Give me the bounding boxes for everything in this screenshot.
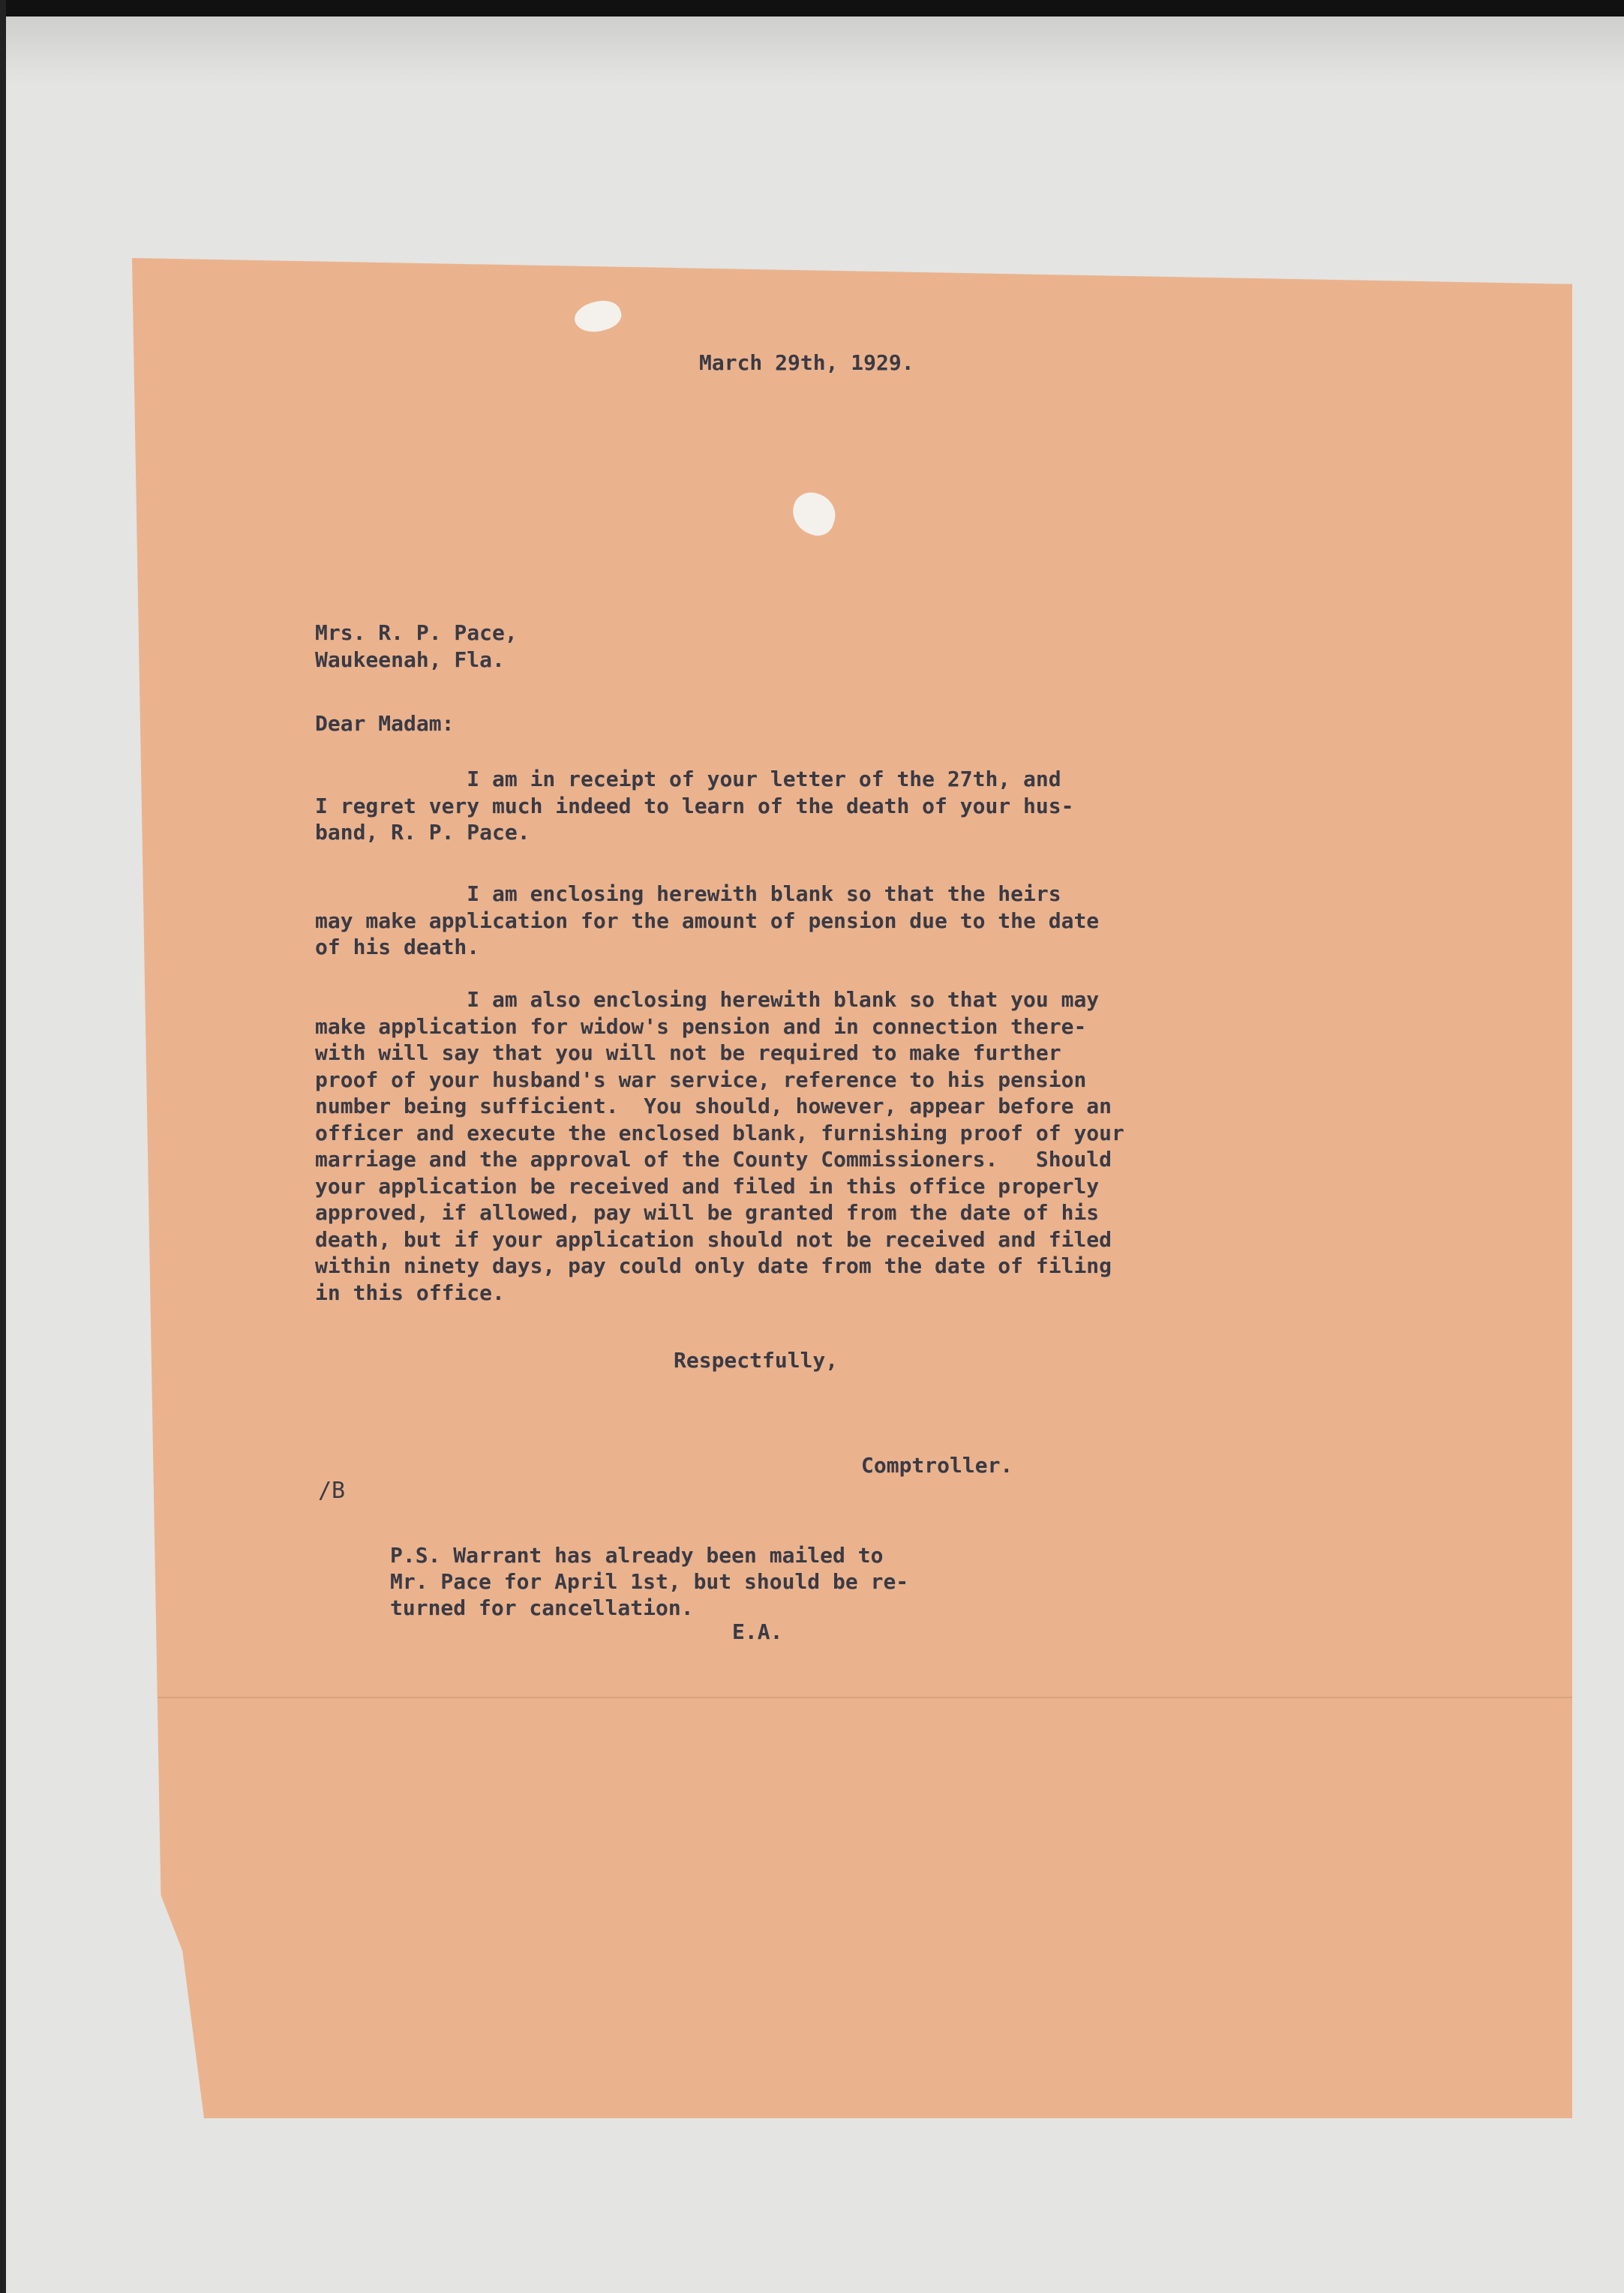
paragraph-line: marriage and the approval of the County Commissioners. Should [315,1147,1112,1172]
paragraph-heirs [315,881,1358,961]
punch-hole [571,295,624,338]
paragraph-line: band, R. P. Pace. [315,820,530,845]
paragraph-line: your application be received and filed in this office properly [315,1173,1100,1199]
paragraph-line: make application for widow's pension and in connection there- [315,1013,1087,1039]
scanner-top-edge [0,0,1624,17]
salutation: Dear Madam: [315,711,455,736]
recipient-name: Mrs. R. P. Pace, [315,620,518,645]
closing: Respectfully, [674,1348,839,1373]
paragraph-line: I am in receipt of your letter of the 27th, and [315,767,1061,791]
paragraph-line: death, but if your application should not be received and filed [315,1226,1112,1252]
paragraph-line: number being sufficient. You should, however, appear before an [315,1094,1112,1118]
paragraph-line: approved, if allowed, pay will be granted from the date of his [315,1200,1100,1225]
paragraph-line: proof of your husband's war service, reference to his pension [315,1067,1087,1092]
fold-crease [132,1697,1572,1698]
recipient-location: Waukeenah, Fla. [315,647,505,672]
paragraph-widow-pension [315,986,1358,1306]
paragraph-line: within ninety days, pay could only date from the date of filing [315,1253,1112,1278]
postscript-line: P.S. Warrant has already been mailed to [390,1543,884,1568]
paragraph-line: may make application for the amount of pension due to the date [315,908,1100,933]
paragraph-line: with will say that you will not be required to make further [315,1040,1061,1065]
scanner-shadow [6,17,1624,84]
scanner-left-edge [0,0,6,2293]
paragraph-line: of his death. [315,935,480,959]
paragraph-line: officer and execute the enclosed blank, furnishing proof of your [315,1120,1124,1145]
punch-hole [787,488,842,541]
letter-date: March 29th, 1929. [699,350,914,375]
postscript-initials: E.A. [732,1619,783,1644]
paragraph-line: in this office. [315,1280,505,1305]
paragraph-receipt [315,766,1358,846]
typist-initials: /B [318,1478,346,1504]
postscript-line: Mr. Pace for April 1st, but should be re- [390,1569,909,1594]
paragraph-line: I regret very much indeed to learn of the death of your hus- [315,793,1074,818]
paragraph-line: I am also enclosing herewith blank so that you may [315,987,1100,1012]
signature-title: Comptroller. [861,1453,1013,1478]
paragraph-line: I am enclosing herewith blank so that the heirs [315,881,1061,906]
postscript-line: turned for cancellation. [390,1595,694,1620]
